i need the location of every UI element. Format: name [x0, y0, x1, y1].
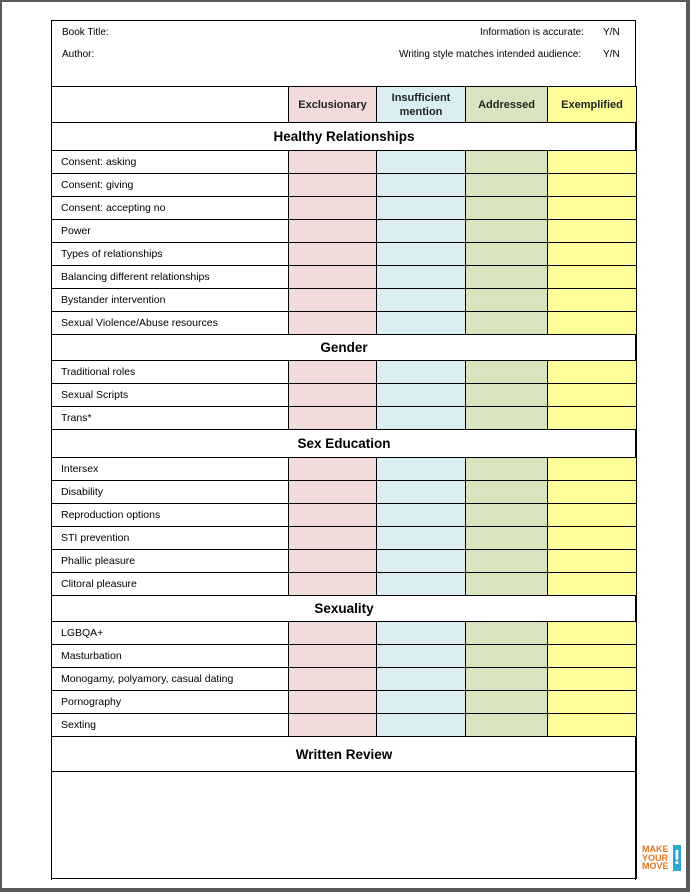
addressed-cell[interactable]	[466, 197, 548, 219]
section-header	[51, 430, 637, 458]
addressed-cell[interactable]	[466, 481, 548, 503]
make-your-move-logo	[642, 845, 682, 879]
insufficient-cell[interactable]	[377, 266, 466, 288]
info-accurate-value: Y/N	[603, 27, 620, 38]
writing-style-value: Y/N	[603, 49, 620, 60]
section-title: Gender	[320, 340, 368, 355]
criteria-label: Disability	[52, 481, 289, 503]
addressed-cell[interactable]	[466, 220, 548, 242]
insufficient-cell[interactable]	[377, 197, 466, 219]
criteria-label: Monogamy, polyamory, casual dating	[52, 668, 289, 690]
insufficient-cell[interactable]	[377, 407, 466, 429]
criteria-row	[51, 197, 637, 220]
exclusionary-cell[interactable]	[289, 243, 377, 265]
column-header-exclusionary: Exclusionary	[289, 87, 377, 122]
exemplified-cell[interactable]	[548, 197, 636, 219]
exemplified-cell[interactable]	[548, 407, 636, 429]
exemplified-cell[interactable]	[548, 481, 636, 503]
exclusionary-cell[interactable]	[289, 312, 377, 334]
addressed-cell[interactable]	[466, 504, 548, 526]
exclusionary-cell[interactable]	[289, 622, 377, 644]
exclusionary-cell[interactable]	[289, 174, 377, 196]
exemplified-cell[interactable]	[548, 645, 636, 667]
info-accurate-label: Information is accurate:	[480, 27, 584, 38]
section-header	[51, 596, 637, 622]
criteria-label: Consent: accepting no	[52, 197, 289, 219]
criteria-label: Balancing different relationships	[52, 266, 289, 288]
criteria-label: Reproduction options	[52, 504, 289, 526]
exclusionary-cell[interactable]	[289, 289, 377, 311]
exclusionary-cell[interactable]	[289, 573, 377, 595]
insufficient-cell[interactable]	[377, 481, 466, 503]
exemplified-cell[interactable]	[548, 361, 636, 383]
exclusionary-cell[interactable]	[289, 714, 377, 736]
addressed-cell[interactable]	[466, 691, 548, 713]
exclusionary-cell[interactable]	[289, 645, 377, 667]
exemplified-cell[interactable]	[548, 527, 636, 549]
criteria-row	[51, 504, 637, 527]
addressed-cell[interactable]	[466, 645, 548, 667]
exemplified-cell[interactable]	[548, 151, 636, 173]
addressed-cell[interactable]	[466, 289, 548, 311]
addressed-cell[interactable]	[466, 266, 548, 288]
exemplified-cell[interactable]	[548, 714, 636, 736]
addressed-cell[interactable]	[466, 312, 548, 334]
exemplified-cell[interactable]	[548, 573, 636, 595]
criteria-row	[51, 220, 637, 243]
column-header-row	[51, 86, 637, 123]
criteria-label: STI prevention	[52, 527, 289, 549]
exclusionary-cell[interactable]	[289, 220, 377, 242]
rubric-table	[51, 86, 637, 879]
addressed-cell[interactable]	[466, 550, 548, 572]
exclusionary-cell[interactable]	[289, 527, 377, 549]
exclusionary-cell[interactable]	[289, 668, 377, 690]
insufficient-cell[interactable]	[377, 384, 466, 406]
exclusionary-cell[interactable]	[289, 691, 377, 713]
criteria-label: Sexual Violence/Abuse resources	[52, 312, 289, 334]
criteria-label: Clitoral pleasure	[52, 573, 289, 595]
exclusionary-cell[interactable]	[289, 481, 377, 503]
written-review-title: Written Review	[295, 746, 393, 762]
criteria-row	[51, 361, 637, 384]
criteria-label: Masturbation	[52, 645, 289, 667]
exclusionary-cell[interactable]	[289, 458, 377, 480]
criteria-row	[51, 407, 637, 430]
insufficient-cell[interactable]	[377, 151, 466, 173]
criteria-row	[51, 481, 637, 504]
writing-style-label: Writing style matches intended audience:	[399, 49, 582, 60]
criteria-row	[51, 645, 637, 668]
sections-container	[51, 123, 637, 737]
criteria-row	[51, 289, 637, 312]
criteria-label: Traditional roles	[52, 361, 289, 383]
exclusionary-cell[interactable]	[289, 550, 377, 572]
exemplified-cell[interactable]	[548, 289, 636, 311]
exclusionary-cell[interactable]	[289, 407, 377, 429]
criteria-label: Consent: asking	[52, 151, 289, 173]
insufficient-cell[interactable]	[377, 550, 466, 572]
insufficient-cell[interactable]	[377, 622, 466, 644]
column-header-addressed: Addressed	[466, 87, 548, 122]
criteria-label: LGBQA+	[52, 622, 289, 644]
criteria-row	[51, 691, 637, 714]
criteria-label: Phallic pleasure	[52, 550, 289, 572]
criteria-label: Sexting	[52, 714, 289, 736]
exemplified-cell[interactable]	[548, 243, 636, 265]
insufficient-cell[interactable]	[377, 504, 466, 526]
insufficient-cell[interactable]	[377, 527, 466, 549]
criteria-label: Bystander intervention	[52, 289, 289, 311]
addressed-cell[interactable]	[466, 361, 548, 383]
insufficient-cell[interactable]	[377, 312, 466, 334]
addressed-cell[interactable]	[466, 573, 548, 595]
addressed-cell[interactable]	[466, 458, 548, 480]
insufficient-cell[interactable]	[377, 220, 466, 242]
insufficient-cell[interactable]	[377, 174, 466, 196]
exemplified-cell[interactable]	[548, 550, 636, 572]
addressed-cell[interactable]	[466, 384, 548, 406]
criteria-label: Sexual Scripts	[52, 384, 289, 406]
exclusionary-cell[interactable]	[289, 151, 377, 173]
criteria-label: Power	[52, 220, 289, 242]
section-title: Sex Education	[297, 436, 391, 451]
addressed-cell[interactable]	[466, 622, 548, 644]
insufficient-cell[interactable]	[377, 668, 466, 690]
insufficient-cell[interactable]	[377, 361, 466, 383]
section-title: Healthy Relationships	[273, 129, 415, 144]
section-header	[51, 335, 637, 361]
criteria-row	[51, 550, 637, 573]
criteria-row	[51, 622, 637, 645]
criteria-label: Pornography	[52, 691, 289, 713]
exemplified-cell[interactable]	[548, 458, 636, 480]
insufficient-cell[interactable]	[377, 289, 466, 311]
insufficient-cell[interactable]	[377, 714, 466, 736]
written-review-area[interactable]	[51, 772, 637, 879]
criteria-label: Trans*	[52, 407, 289, 429]
section-header	[51, 123, 637, 151]
exclusionary-cell[interactable]	[289, 384, 377, 406]
column-header-insufficient: Insufficient mention	[377, 87, 466, 122]
criteria-label: Intersex	[52, 458, 289, 480]
criteria-row	[51, 527, 637, 550]
exemplified-cell[interactable]	[548, 266, 636, 288]
exemplified-cell[interactable]	[548, 384, 636, 406]
exemplified-cell[interactable]	[548, 174, 636, 196]
criteria-row	[51, 573, 637, 596]
criteria-row	[51, 266, 637, 289]
author-label: Author:	[62, 49, 95, 60]
exemplified-cell[interactable]	[548, 668, 636, 690]
book-title-label: Book Title:	[62, 27, 109, 38]
exemplified-cell[interactable]	[548, 504, 636, 526]
insufficient-cell[interactable]	[377, 458, 466, 480]
exclusionary-cell[interactable]	[289, 504, 377, 526]
criteria-row	[51, 384, 637, 407]
criteria-row	[51, 458, 637, 481]
addressed-cell[interactable]	[466, 243, 548, 265]
exemplified-cell[interactable]	[548, 312, 636, 334]
section-title: Sexuality	[314, 601, 374, 616]
addressed-cell[interactable]	[466, 407, 548, 429]
logo-line-1: MAKE	[642, 844, 669, 854]
addressed-cell[interactable]	[466, 714, 548, 736]
column-header-exemplified: Exemplified	[548, 87, 636, 122]
logo-line-3: MOVE	[642, 861, 669, 871]
insufficient-cell[interactable]	[377, 243, 466, 265]
exclusionary-cell[interactable]	[289, 266, 377, 288]
criteria-row	[51, 151, 637, 174]
insufficient-cell[interactable]	[377, 645, 466, 667]
exclusionary-cell[interactable]	[289, 361, 377, 383]
addressed-cell[interactable]	[466, 527, 548, 549]
criteria-row	[51, 668, 637, 691]
logo-exclamation-icon: !	[673, 847, 681, 869]
criteria-label: Consent: giving	[52, 174, 289, 196]
addressed-cell[interactable]	[466, 668, 548, 690]
blank-header-cell	[52, 87, 289, 122]
logo-line-2: YOUR	[642, 852, 669, 863]
criteria-row	[51, 243, 637, 266]
written-review-header	[51, 737, 637, 772]
exemplified-cell[interactable]	[548, 622, 636, 644]
exemplified-cell[interactable]	[548, 220, 636, 242]
addressed-cell[interactable]	[466, 174, 548, 196]
exemplified-cell[interactable]	[548, 691, 636, 713]
criteria-label: Types of relationships	[52, 243, 289, 265]
addressed-cell[interactable]	[466, 151, 548, 173]
insufficient-cell[interactable]	[377, 691, 466, 713]
exclusionary-cell[interactable]	[289, 197, 377, 219]
criteria-row	[51, 714, 637, 737]
insufficient-cell[interactable]	[377, 573, 466, 595]
criteria-row	[51, 312, 637, 335]
criteria-row	[51, 174, 637, 197]
